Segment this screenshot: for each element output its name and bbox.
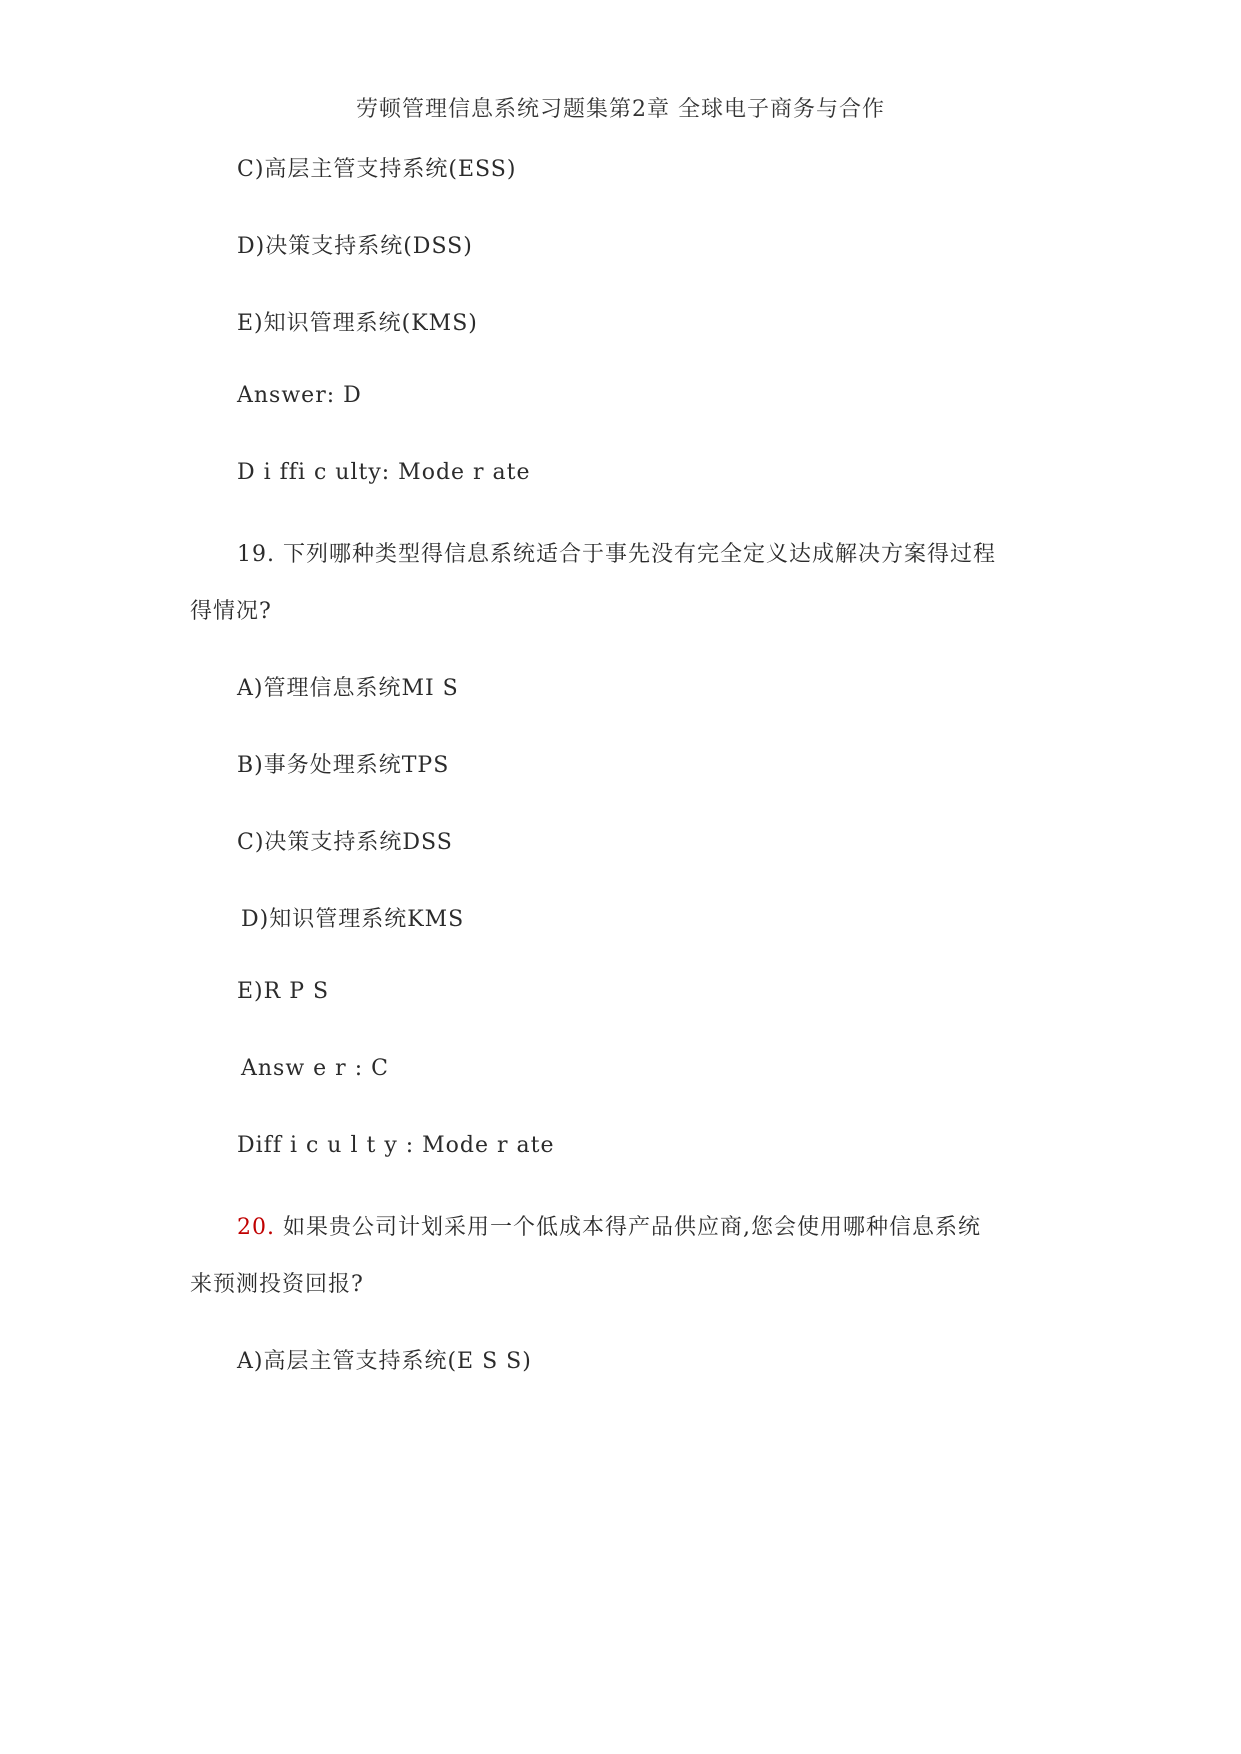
- q19-option-e: E)R P S: [237, 979, 330, 1004]
- q20-option-a: A)高层主管支持系统(E S S): [237, 1349, 532, 1374]
- q18-option-e: E)知识管理系统(KMS): [237, 311, 478, 336]
- q19-option-b: B)事务处理系统TPS: [237, 753, 450, 778]
- q18-difficulty: D i ffi c ulty: Mode r ate: [237, 460, 531, 485]
- q20-stem-text: 如果贵公司计划采用一个低成本得产品供应商,您会使用哪种信息系统: [275, 1215, 981, 1240]
- q19-stem-line2: 得情况?: [190, 599, 272, 624]
- q20-stem-line2: 来预测投资回报?: [190, 1272, 364, 1297]
- q19-answer: Answ e r : C: [241, 1056, 389, 1081]
- q20-number: 20.: [237, 1215, 275, 1240]
- q19-option-a: A)管理信息系统MI S: [237, 676, 459, 701]
- q18-option-c: C)高层主管支持系统(ESS): [237, 157, 517, 182]
- q18-option-d: D)决策支持系统(DSS): [237, 234, 473, 259]
- q18-answer: Answer: D: [237, 383, 362, 408]
- q19-stem-line1: 19. 下列哪种类型得信息系统适合于事先没有完全定义达成解决方案得过程: [237, 542, 996, 567]
- q19-option-d: D)知识管理系统KMS: [241, 907, 465, 932]
- q19-option-c: C)决策支持系统DSS: [237, 830, 453, 855]
- q20-stem-line1: [237, 1210, 981, 1241]
- q19-difficulty: Diff i c u l t y : Mode r ate: [237, 1133, 555, 1158]
- page-header: 劳顿管理信息系统习题集第2章 全球电子商务与合作: [356, 97, 885, 122]
